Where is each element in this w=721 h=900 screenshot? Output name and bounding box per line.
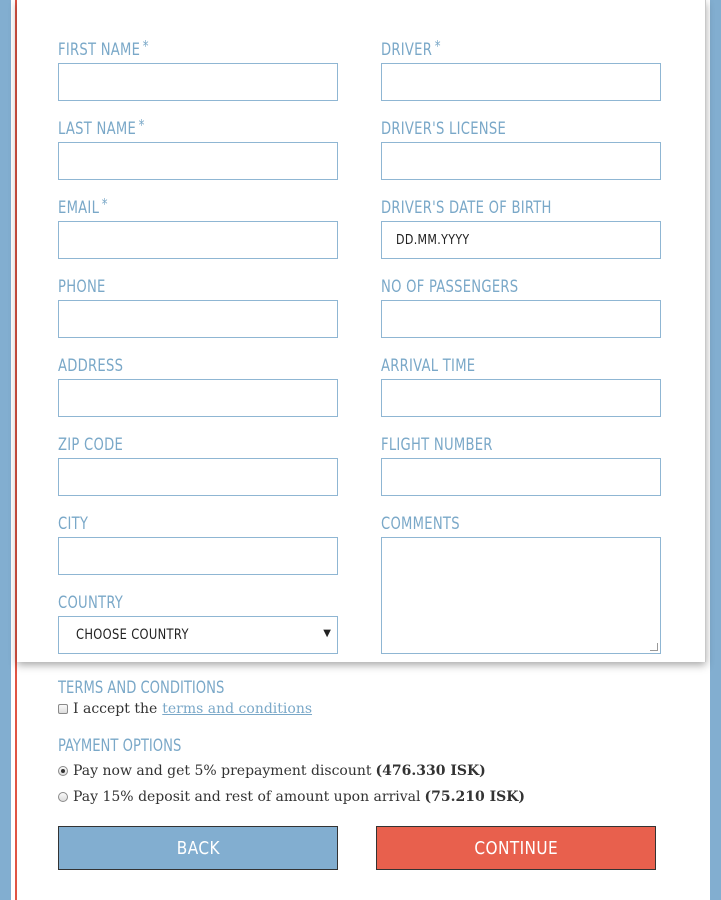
payment-title: PAYMENT OPTIONS (58, 736, 182, 756)
last-name-label: LAST NAME * (58, 116, 145, 139)
form-card (17, 0, 706, 662)
prepay-text: Pay now and get 5% prepayment discount (73, 763, 372, 779)
phone-label: PHONE (58, 277, 106, 297)
resize-handle-icon[interactable] (650, 643, 658, 651)
passengers-label: NO OF PASSENGERS (381, 277, 519, 297)
city-label: CITY (58, 514, 89, 534)
phone-input[interactable] (58, 300, 338, 338)
first-name-label: FIRST NAME * (58, 37, 149, 60)
prepay-radio[interactable] (58, 766, 68, 776)
deposit-amount: (75.210 ISK) (424, 789, 526, 805)
last-name-input[interactable] (58, 142, 338, 180)
deposit-text: Pay 15% deposit and rest of amount upon arrival (73, 789, 421, 805)
drivers-license-input[interactable] (381, 142, 661, 180)
deposit-radio[interactable] (58, 792, 68, 802)
comments-label: COMMENTS (381, 514, 460, 534)
terms-row (58, 701, 312, 717)
zip-code-input[interactable] (58, 458, 338, 496)
passengers-input[interactable] (381, 300, 661, 338)
first-name-input[interactable] (58, 63, 338, 101)
payment-option-deposit[interactable] (58, 789, 525, 805)
driver-dob-input[interactable]: DD.MM.YYYY (381, 221, 661, 259)
dropdown-arrow-icon: ▼ (323, 628, 331, 639)
city-input[interactable] (58, 537, 338, 575)
flight-number-label: FLIGHT NUMBER (381, 435, 493, 455)
terms-title: TERMS AND CONDITIONS (58, 678, 225, 698)
prepay-amount: (476.330 ISK) (375, 763, 486, 779)
arrival-time-label: ARRIVAL TIME (381, 356, 476, 376)
driver-dob-label: DRIVER'S DATE OF BIRTH (381, 198, 552, 218)
country-label: COUNTRY (58, 593, 124, 613)
country-select[interactable]: CHOOSE COUNTRY ▼ (58, 616, 338, 654)
terms-link[interactable]: terms and conditions (162, 701, 313, 717)
address-label: ADDRESS (58, 356, 124, 376)
drivers-license-label: DRIVER'S LICENSE (381, 119, 507, 139)
zip-code-label: ZIP CODE (58, 435, 124, 455)
comments-textarea[interactable] (381, 537, 661, 654)
address-input[interactable] (58, 379, 338, 417)
payment-option-prepay[interactable] (58, 763, 486, 779)
driver-label: DRIVER * (381, 37, 441, 60)
flight-number-input[interactable] (381, 458, 661, 496)
arrival-time-input[interactable] (381, 379, 661, 417)
back-button[interactable]: BACK (58, 826, 338, 870)
driver-input[interactable] (381, 63, 661, 101)
email-input[interactable] (58, 221, 338, 259)
terms-accept-text: I accept the (73, 701, 158, 717)
terms-checkbox[interactable] (58, 704, 68, 714)
email-label: EMAIL * (58, 195, 108, 218)
continue-button[interactable]: CONTINUE (376, 826, 656, 870)
